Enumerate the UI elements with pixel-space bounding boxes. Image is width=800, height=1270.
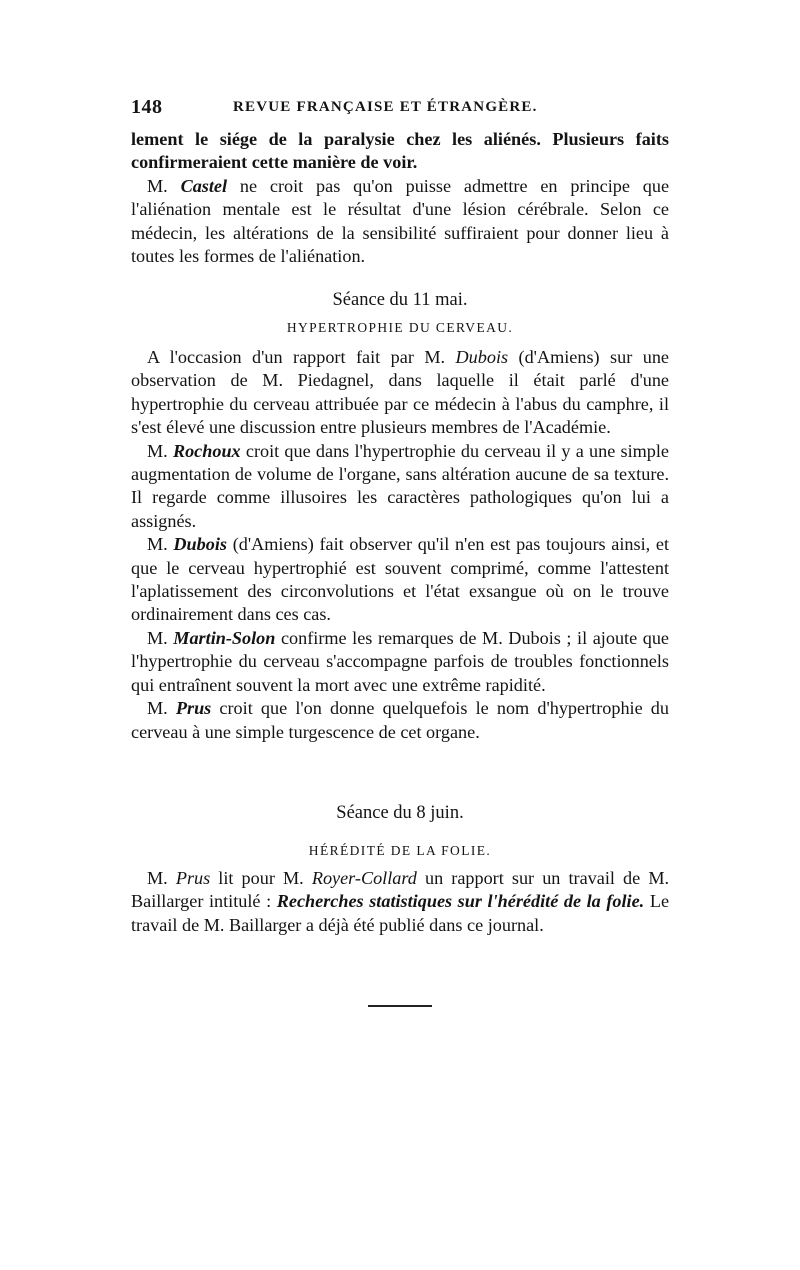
intro-name: Dubois bbox=[455, 347, 509, 367]
martin-prefix: M. bbox=[147, 627, 168, 648]
martin-text: confirme les remarques de M. Dubois ; il ajoute que l'hypertrophie du cerveau s'accompagne parfois de troubles fonctionnels qui entraînent souvent la mort avec une extrême rapidité. bbox=[131, 627, 670, 695]
heredite-text-c: Le travail de M. Baillarger a déjà été publié dans ce journal. bbox=[131, 891, 670, 935]
royer-collard-name: Royer-Collard bbox=[311, 868, 417, 888]
heredite-paragraph bbox=[131, 867, 669, 937]
martin-solon-paragraph bbox=[131, 627, 669, 697]
castel-text: ne croit pas qu'on puisse admettre en principe que l'aliénation mentale est le résultat d'une lésion cérébrale. Selon ce médecin, les altérations de la sensibilité suffiraient pour donner lieu à toutes les formes de l'aliénation. bbox=[131, 175, 670, 267]
heredite-text-a: lit pour M. bbox=[218, 868, 304, 888]
end-rule bbox=[368, 1005, 432, 1007]
intro-text-a: A l'occasion d'un rapport fait par M. bbox=[147, 347, 446, 367]
prus-prefix: M. bbox=[147, 698, 168, 719]
prus-name: Prus bbox=[175, 698, 212, 719]
heredite-prus-name: Prus bbox=[175, 868, 211, 888]
castel-name: Castel bbox=[180, 175, 228, 196]
prus-paragraph bbox=[131, 697, 669, 744]
heredite-text-b: un rapport sur un travail de M. Baillarger intitulé : bbox=[131, 868, 670, 912]
work-title: Recherches statistiques sur l'hérédité de la folie. bbox=[276, 891, 645, 912]
dubois-name: Dubois bbox=[173, 534, 227, 555]
rochoux-paragraph bbox=[131, 440, 669, 534]
seance2-block bbox=[131, 867, 669, 937]
dubois-prefix: M. bbox=[147, 534, 168, 555]
section-title-heredite: HÉRÉDITÉ DE LA FOLIE. bbox=[308, 843, 492, 858]
seance-heading-1: Séance du 11 mai. bbox=[332, 290, 468, 310]
section-title-hypertrophie: HYPERTROPHIE DU CERVEAU. bbox=[286, 320, 514, 335]
martin-name: Martin-Solon bbox=[173, 627, 276, 648]
heredite-prefix: M. bbox=[147, 868, 168, 888]
prus-text: croit que l'on donne quelquefois le nom d'hypertrophie du cerveau à une simple turgescence de cet organe. bbox=[131, 698, 669, 742]
rochoux-text: croit que dans l'hypertrophie du cerveau il y a une simple augmentation de volume de l'organe, sans altération aucune de sa texture. Il regarde comme illusoires les caractères pathologiques qu'on lui a assignés. bbox=[131, 440, 669, 531]
seance-heading-2: Séance du 8 juin. bbox=[336, 803, 464, 823]
intro-paragraph bbox=[131, 346, 669, 440]
running-title: REVUE FRANÇAISE ET ÉTRANGÈRE. bbox=[233, 99, 538, 115]
continuation-text: lement le siége de la paralysie chez les aliénés. Plusieurs faits confirmeraient cette manière de voir. bbox=[131, 129, 669, 173]
castel-prefix: M. bbox=[147, 175, 168, 196]
rochoux-prefix: M. bbox=[147, 440, 168, 461]
continuation-block bbox=[131, 128, 669, 268]
continuation-paragraph bbox=[131, 128, 669, 175]
seance1-block bbox=[131, 346, 669, 744]
dubois-paragraph bbox=[131, 533, 669, 627]
dubois-text: (d'Amiens) fait observer qu'il n'en est pas toujours ainsi, et que le cerveau hypertrophié est souvent comprimé, comme l'attestent l'aplatissement des circonvolutions et l'état exsangue où on le trouve ordinairement dans ces cas. bbox=[131, 534, 670, 625]
castel-paragraph bbox=[131, 175, 669, 269]
intro-text-b: (d'Amiens) sur une observation de M. Piedagnel, dans laquelle il était parlé d'une hypertrophie du cerveau attribuée par ce médecin à l'abus du camphre, il s'est élevé une discussion entre plusieurs membres de l'Académie. bbox=[131, 347, 669, 438]
rochoux-name: Rochoux bbox=[172, 440, 241, 461]
page-number: 148 bbox=[131, 96, 163, 118]
page-header bbox=[131, 96, 671, 124]
